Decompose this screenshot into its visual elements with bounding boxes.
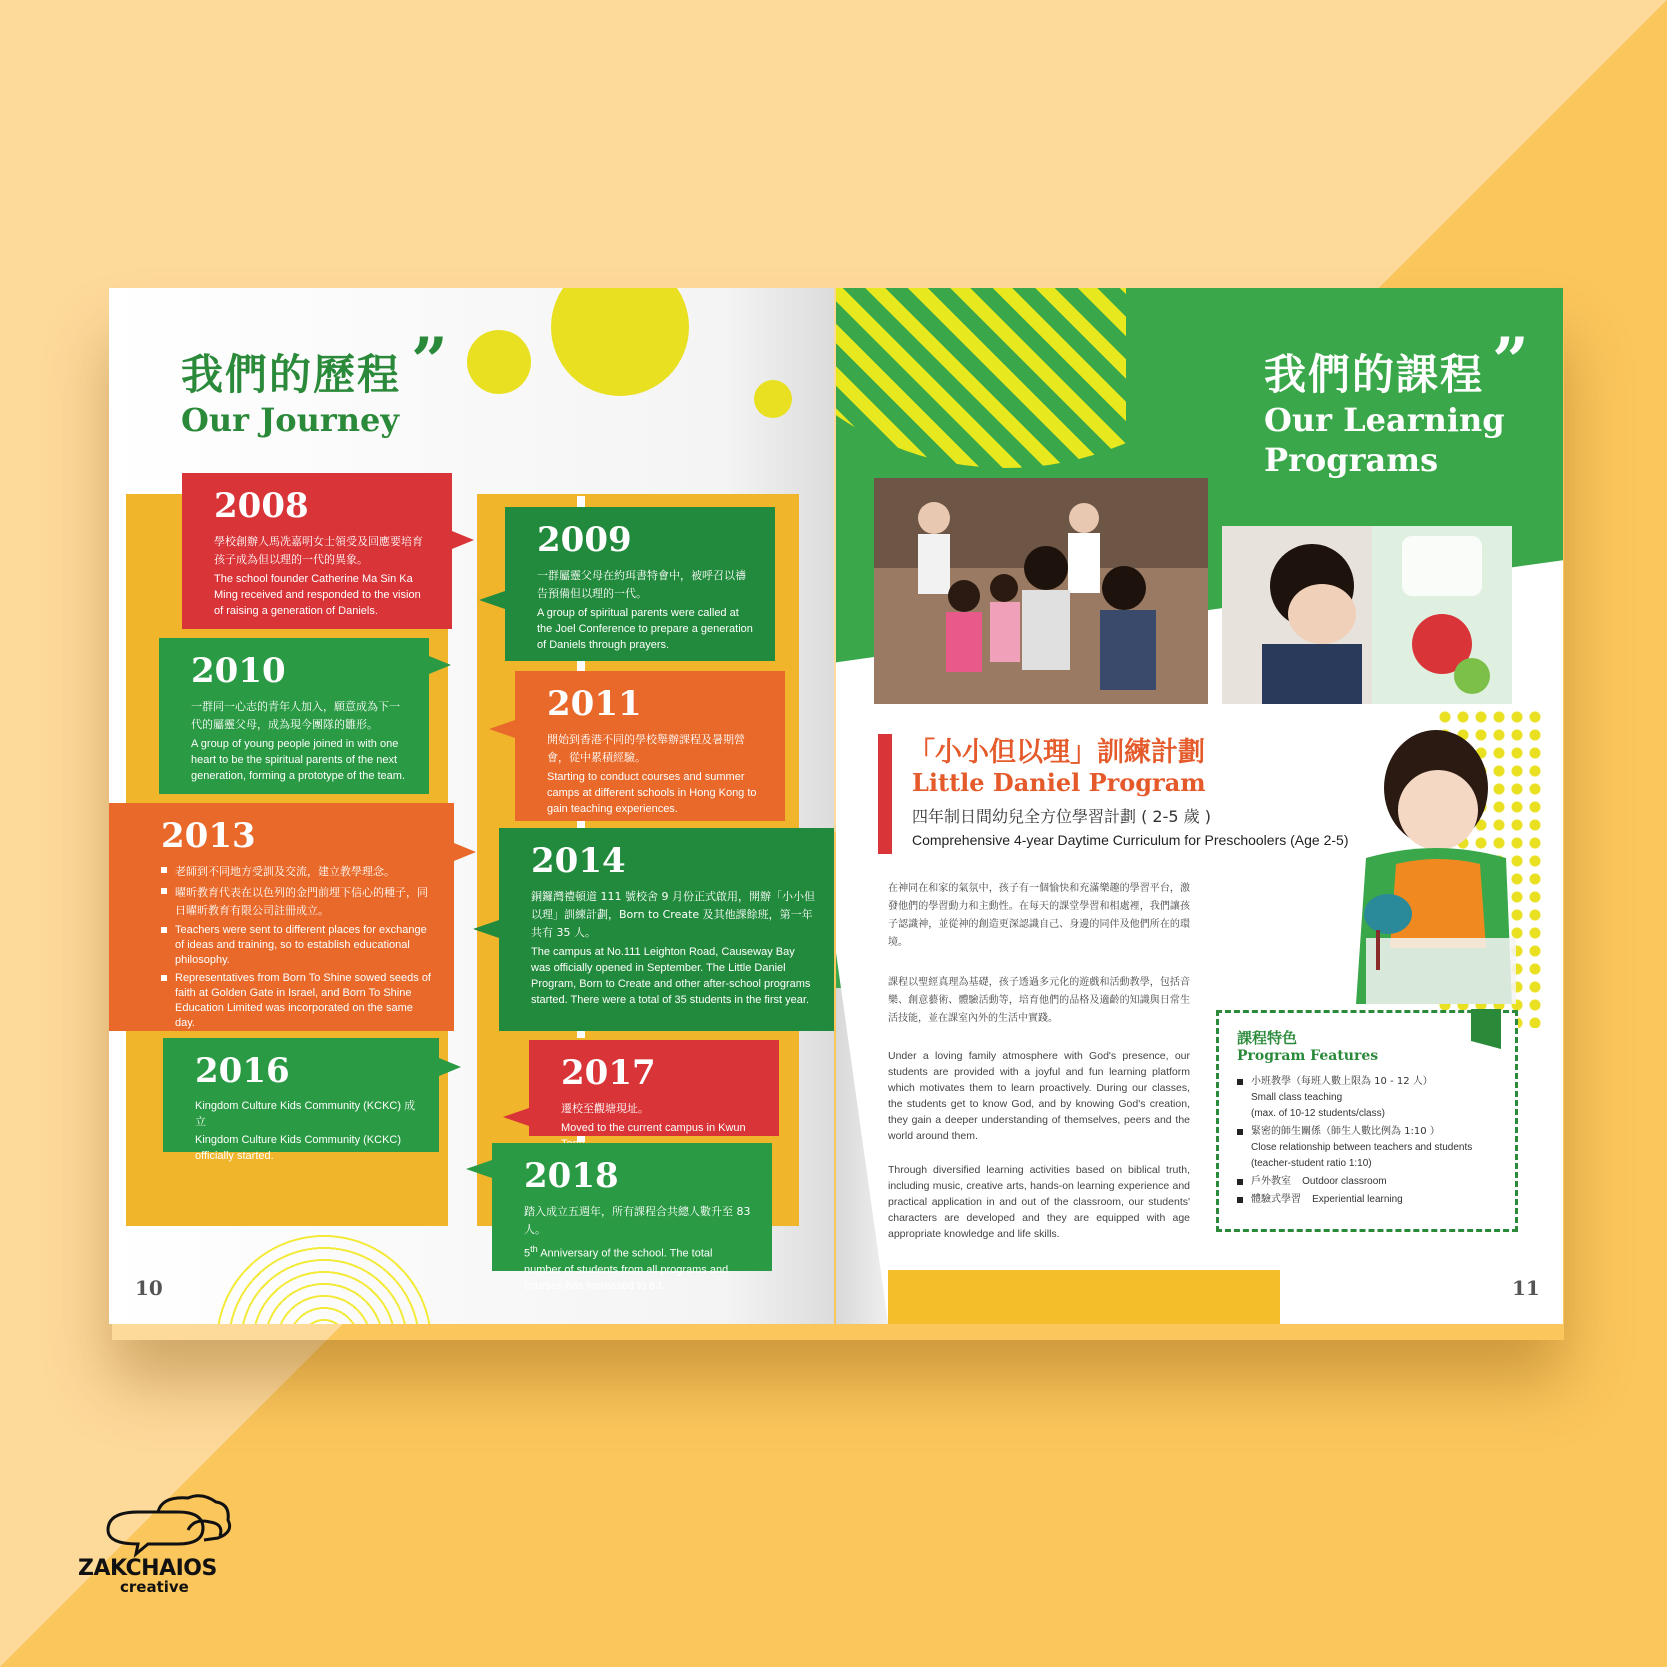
- feature-text-cn: 緊密的師生關係（師生人數比例為 1:10 ）: [1251, 1126, 1440, 1137]
- timeline-list-item: Representatives from Born To Shine sowed seeds of faith at Golden Gate in Israel, and Born To Shine Education Limited was incorporated on the same day.: [161, 971, 434, 1031]
- features-title-cn: 課程特色: [1237, 1029, 1298, 1047]
- timeline-pointer: [489, 720, 515, 738]
- timeline-pointer: [452, 531, 474, 549]
- ordinal-number: 5: [524, 1247, 531, 1260]
- body-paragraph-en-2: Through diversified learning activities based on biblical truth, including music, creative arts, hands-on learning experience and practical application in and out of the classroom, our students' characters are developed and they are equipped with age appropriate knowledge and life skills.: [888, 1164, 1190, 1240]
- page-title-cn: 我們的歷程: [181, 350, 402, 399]
- decor-stripes: [836, 288, 1126, 468]
- decor-circle-large: [551, 288, 689, 396]
- program-title-cn: 「小小但以理」訓練計劃: [908, 737, 1205, 768]
- program-features-box: [1216, 1010, 1518, 1232]
- feature-text-en: Close relationship between teachers and students: [1251, 1142, 1473, 1153]
- timeline-text-en: The school founder Catherine Ma Sin Ka Ming received and responded to the vision of raising a generation of Daniels.: [214, 573, 421, 617]
- timeline-text-en: [524, 1241, 752, 1294]
- feature-item: [1237, 1124, 1497, 1172]
- timeline-year: 2011: [547, 684, 642, 724]
- timeline-pointer: [454, 843, 476, 861]
- quote-mark: ”: [1492, 324, 1529, 399]
- timeline-entry-2018: [492, 1143, 772, 1292]
- timeline-list-item: 老師到不同地方受訓及交流，建立教學理念。: [161, 863, 434, 881]
- features-list: [1237, 1074, 1497, 1208]
- feature-text-en-detail: (max. of 10-12 students/class): [1251, 1108, 1385, 1119]
- photo-child-with-board: [1222, 526, 1512, 704]
- page-title-cn: 我們的課程: [1264, 350, 1485, 399]
- decor-circle-small: [754, 380, 792, 418]
- timeline-text-en: Kingdom Culture Kids Community (KCKC) officially started.: [195, 1134, 402, 1162]
- timeline-pointer: [479, 591, 505, 609]
- page-title-en-line2: Programs: [1264, 441, 1439, 479]
- timeline-list-item: 曜昕教育代表在以色列的金門前埋下信心的種子，同日曜昕教育有限公司註冊成立。: [161, 884, 434, 920]
- timeline-entry-2008: [182, 473, 452, 629]
- feature-item: [1237, 1074, 1497, 1122]
- timeline-text-en: A group of spiritual parents were called at the Joel Conference to prepare a generation of Daniels through prayers.: [537, 607, 753, 651]
- timeline-pointer: [429, 656, 451, 674]
- timeline-entry-2017: [529, 1040, 779, 1136]
- body-paragraph-cn-2: 課程以聖經真理為基礎，孩子透過多元化的遊戲和活動教學，包括音樂、創意藝術、體驗活動等，培育他們的品格及適齡的知識與日常生活技能，並在課室內外的生活中實踐。: [888, 977, 1190, 1024]
- feature-text-cn: 體驗式學習: [1251, 1194, 1301, 1205]
- feature-text-en: Outdoor classroom: [1302, 1176, 1387, 1187]
- timeline-pointer: [503, 1108, 529, 1126]
- timeline-text-cn: 開始到香港不同的學校舉辦課程及暑期營會，從中累積經驗。: [547, 733, 745, 764]
- timeline-pointer: [439, 1058, 461, 1076]
- timeline-entry-2014: [499, 828, 834, 1031]
- program-subtitle-en: Comprehensive 4-year Daytime Curriculum for Preschoolers (Age 2-5): [912, 832, 1349, 848]
- timeline-text-cn: Kingdom Culture Kids Community (KCKC) 成立: [195, 1100, 416, 1128]
- timeline-entry-2011: [515, 671, 785, 821]
- timeline-text-en: A group of young people joined in with one heart to be the spiritual parents of the next generation, forming a prototype of the team.: [191, 738, 406, 782]
- page-number: 11: [1512, 1276, 1540, 1300]
- left-page: [109, 288, 834, 1324]
- program-title-en: Little Daniel Program: [912, 768, 1206, 797]
- timeline-text-cn: 一群屬靈父母在約珥書特會中，被呼召以禱告預備但以理的一代。: [537, 569, 746, 600]
- feature-text-cn: 戶外教室: [1251, 1176, 1291, 1187]
- ordinal-suffix: th: [530, 1244, 538, 1254]
- zakchaios-logo: [78, 1490, 238, 1600]
- timeline-year: 2010: [191, 651, 286, 691]
- timeline-entry-2010: [159, 638, 429, 794]
- accent-bar: [878, 734, 892, 854]
- timeline-entry-2013: [109, 803, 454, 1031]
- timeline-text-en: The campus at No.111 Leighton Road, Causeway Bay was officially opened in September. The Little Daniel Program, Born to Create and other after-school programs started. There were a total of 35 students in the first year.: [531, 946, 811, 1006]
- body-paragraph-cn-1: 在神同在和家的氣氛中，孩子有一個愉快和充滿樂趣的學習平台，激發他們的學習動力和主動性。在每天的課堂學習和相處裡，我們讓孩子認識神，並從神的創造更深認識自己、身邊的同伴及他們所在的環境。: [888, 883, 1190, 948]
- timeline-text-cn: 銅鑼灣禮頓道 111 號校舍 9 月份正式啟用，開辦「小小但以理」訓練計劃，Born to Create 及其他課餘班，第一年共有 35 人。: [531, 890, 815, 939]
- timeline-text-cn: 踏入成立五週年，所有課程合共總人數升至 83 人。: [524, 1205, 751, 1236]
- feature-text-en-detail: (teacher-student ratio 1:10): [1251, 1158, 1372, 1169]
- quote-mark: ”: [411, 324, 448, 399]
- page-title-en-line1: Our Learning: [1264, 401, 1505, 439]
- decor-circle-medium: [467, 330, 531, 394]
- decor-yellow-strip: [888, 1270, 1280, 1324]
- timeline-pointer: [466, 1160, 492, 1178]
- feature-item: [1237, 1192, 1497, 1208]
- timeline-year: 2017: [561, 1053, 656, 1093]
- logo-subtitle: creative: [120, 1578, 189, 1596]
- program-subtitle-cn: 四年制日間幼兒全方位學習計劃 ( 2-5 歲 ): [912, 807, 1211, 826]
- timeline-year: 2014: [531, 841, 626, 881]
- feature-text-en: Experiential learning: [1312, 1194, 1403, 1205]
- timeline-year: 2009: [537, 520, 632, 560]
- logo-wordmark: ZAKCHAIOS: [78, 1556, 217, 1581]
- timeline-pointer: [473, 920, 499, 938]
- timeline-text-cn: 一群同一心志的青年人加入，願意成為下一代的屬靈父母，成為現今團隊的雛形。: [191, 700, 400, 731]
- timeline-list: [161, 863, 434, 1031]
- page-number: 10: [135, 1276, 163, 1300]
- timeline-text-cn: 學校創辦人馬冼嘉明女士領受及回應要培育孩子成為但以理的一代的異象。: [214, 535, 423, 566]
- ordinal-rest: Anniversary of the school. The total number of students from all programs and courses has increased to 83.: [524, 1247, 729, 1292]
- timeline-list-item: Teachers were sent to different places for exchange of ideas and training, so to establish educational philosophy.: [161, 923, 434, 968]
- body-paragraph-en-1: Under a loving family atmosphere with God's presence, our students are provided with a joyful and fun learning platform which motivates them to learn proactively. During our classes, the students get to know God, and by knowing God's creation, they gain a deeper understanding of themselves, peers and the world around them.: [888, 1050, 1190, 1142]
- timeline-text-cn: 遷校至觀塘現址。: [561, 1102, 649, 1115]
- feature-text-cn: 小班教學（每班人數上限為 10 - 12 人）: [1251, 1076, 1433, 1087]
- timeline-entry-2016: [163, 1038, 439, 1162]
- photo-girl-pouring: [1326, 718, 1516, 1004]
- timeline-year: 2018: [524, 1156, 619, 1196]
- right-page: [836, 288, 1563, 1324]
- timeline-year: 2013: [161, 816, 256, 856]
- speech-bubble-logo-icon: [78, 1490, 238, 1560]
- timeline-year: 2016: [195, 1051, 290, 1091]
- features-title-en: Program Features: [1237, 1048, 1379, 1064]
- timeline-text-en: Moved to the current campus in Kwun: [561, 1122, 746, 1134]
- timeline-entry-2009: [505, 507, 775, 661]
- timeline-year: 2008: [214, 486, 309, 526]
- feature-item: [1237, 1174, 1497, 1190]
- photo-children-exercising: [874, 478, 1208, 704]
- feature-text-en: Small class teaching: [1251, 1092, 1343, 1103]
- timeline-text-en: Starting to conduct courses and summer camps at different schools in Hong Kong to gain teaching experiences.: [547, 771, 757, 815]
- decor-concentric-circles: [209, 1228, 439, 1324]
- page-title-en: Our Journey: [181, 401, 399, 439]
